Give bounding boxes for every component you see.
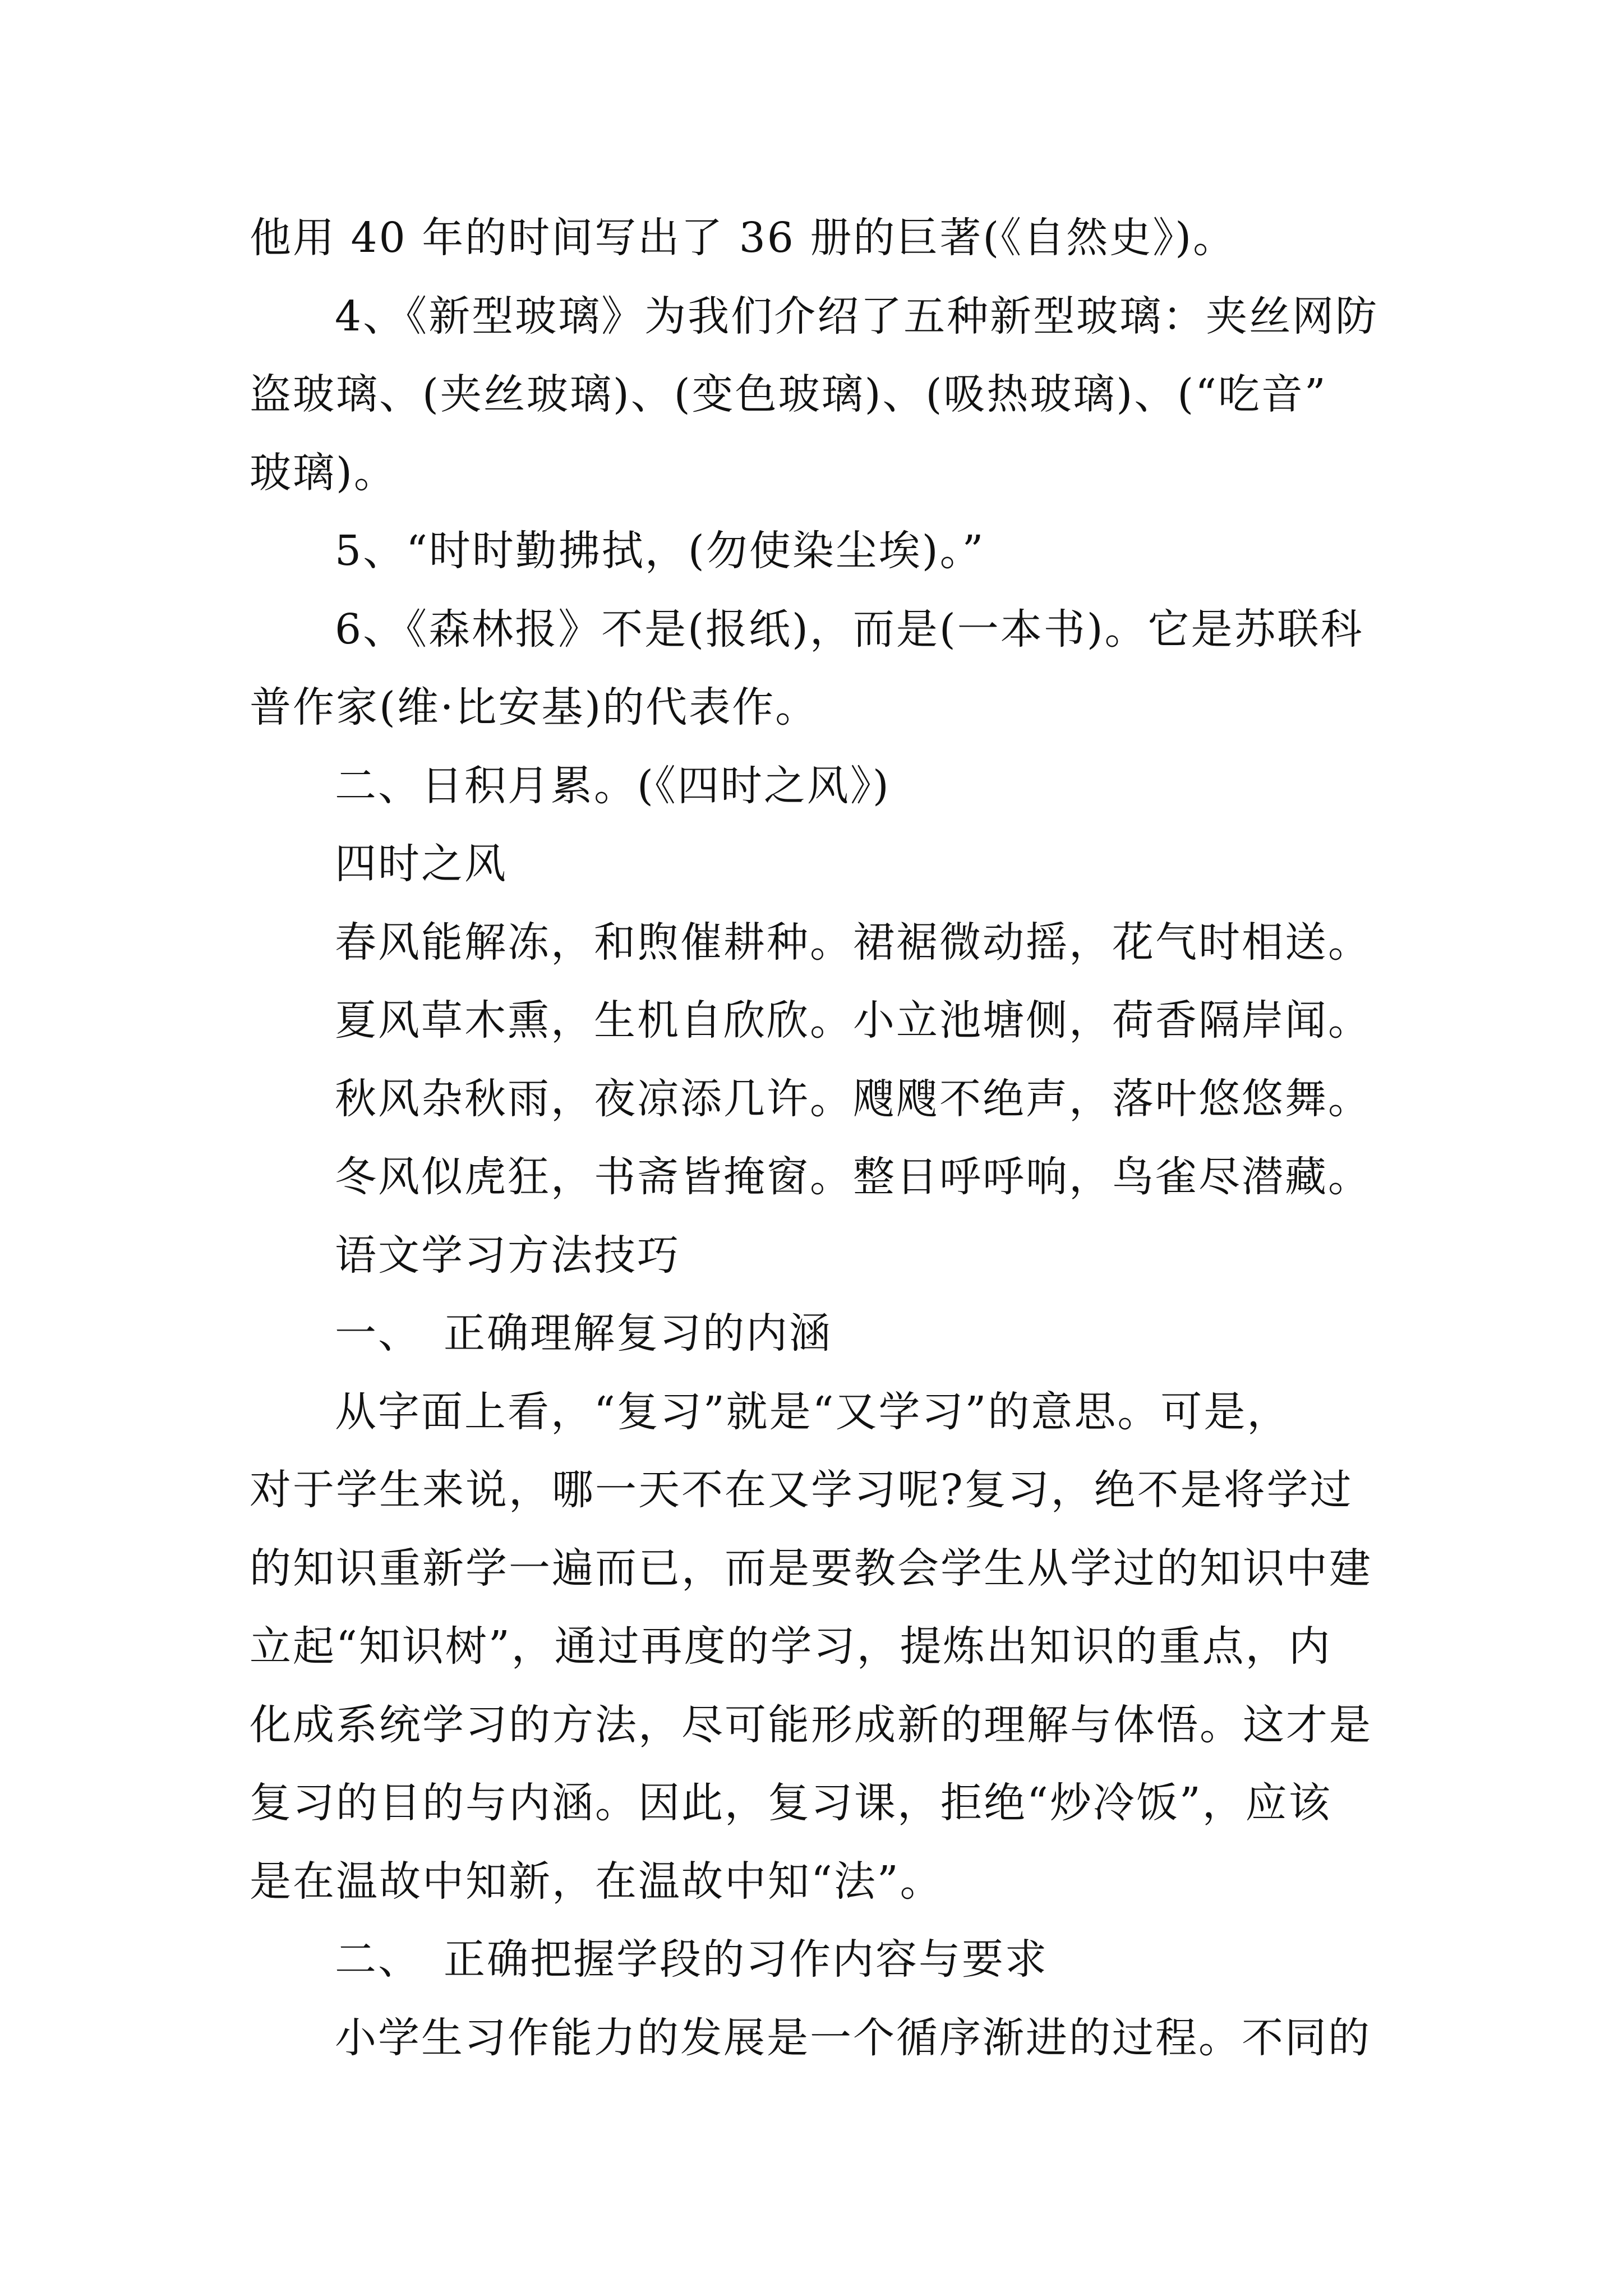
text-line: 普作家(维·比安基)的代表作。 <box>250 683 819 731</box>
text-line: 从字面上看，“复习”就是“又学习”的意思。可是， <box>335 1387 1290 1436</box>
text-line: 他用 40 年的时间写出了 36 册的巨著(《自然史》)。 <box>250 214 1237 262</box>
text-line: 玻璃)。 <box>250 448 397 497</box>
poem-title: 四时之风 <box>335 840 508 888</box>
text-line: 对于学生来说，哪一天不在又学习呢?复习，绝不是将学过 <box>250 1466 1353 1514</box>
article-title: 语文学习方法技巧 <box>335 1231 680 1280</box>
text-line: 盗玻璃、(夹丝玻璃)、(变色玻璃)、(吸热玻璃)、(“吃音” <box>250 370 1327 418</box>
document-body <box>250 199 1394 2077</box>
text-line: 化成系统学习的方法，尽可能形成新的理解与体悟。这才是 <box>250 1700 1372 1749</box>
text-line: 5、“时时勤拂拭，(勿使染尘埃)。” <box>335 527 985 575</box>
poem-line: 秋风杂秋雨，夜凉添几许。飕飕不绝声，落叶悠悠舞。 <box>335 1074 1371 1123</box>
text-line: 6、《森林报》不是(报纸)，而是(一本书)。它是苏联科 <box>335 605 1364 654</box>
section-heading: 一、 正确理解复习的内涵 <box>335 1309 832 1358</box>
text-line: 4、《新型玻璃》为我们介绍了五种新型玻璃：夹丝网防 <box>335 292 1379 341</box>
section-heading: 二、日积月累。(《四时之风》) <box>335 761 891 810</box>
poem-line: 春风能解冻，和煦催耕种。裙裾微动摇，花气时相送。 <box>335 918 1371 967</box>
text-line: 的知识重新学一遍而已，而是要教会学生从学过的知识中建 <box>250 1544 1372 1593</box>
poem-line: 夏风草木熏，生机自欣欣。小立池塘侧，荷香隔岸闻。 <box>335 996 1371 1045</box>
text-line: 立起“知识树”，通过再度的学习，提炼出知识的重点，内 <box>250 1622 1332 1671</box>
text-line: 是在温故中知新，在温故中知“法”。 <box>250 1857 943 1906</box>
text-line: 小学生习作能力的发展是一个循序渐进的过程。不同的 <box>335 2013 1371 2062</box>
poem-line: 冬风似虎狂，书斋皆掩窗。整日呼呼响，鸟雀尽潜藏。 <box>335 1153 1371 1201</box>
section-heading: 二、 正确把握学段的习作内容与要求 <box>335 1935 1048 1984</box>
text-line: 复习的目的与内涵。因此，复习课，拒绝“炒冷饭”，应该 <box>250 1779 1332 1827</box>
